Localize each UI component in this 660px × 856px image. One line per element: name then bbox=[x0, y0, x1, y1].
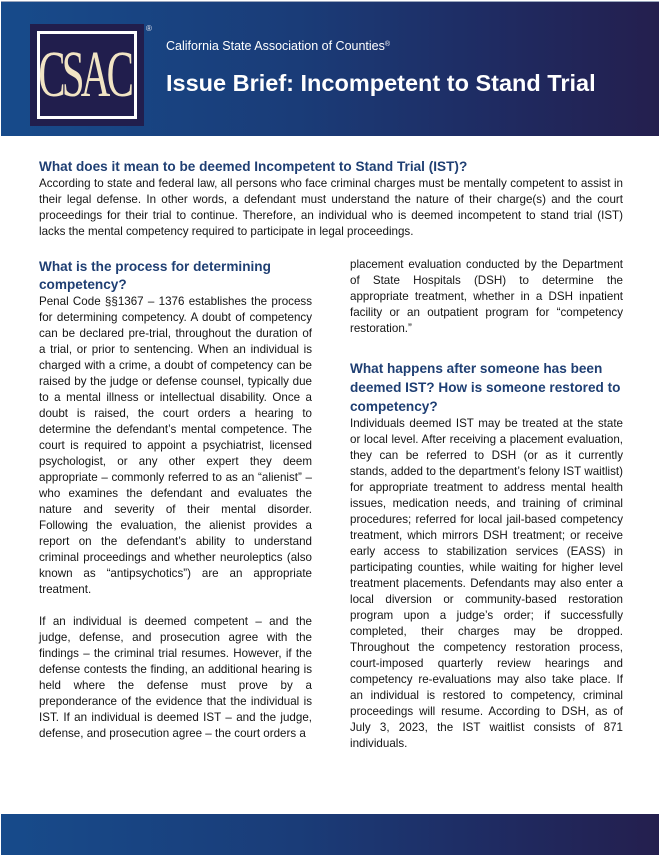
header-banner bbox=[1, 1, 659, 136]
organization-registered-mark: ® bbox=[384, 41, 391, 48]
section-body-continued: placement evaluation conducted by the Department of State Hospitals (DSH) to determine the appropriate treatment, whether in a DSH inpatient facility or an outpatient program for “competency restoration.” bbox=[350, 258, 623, 335]
organization-name bbox=[166, 39, 390, 53]
right-column bbox=[350, 257, 623, 752]
section-heading: What happens after someone has been deemed IST? How is someone restored to competency? bbox=[350, 361, 621, 414]
paragraph-spacer bbox=[39, 598, 312, 614]
section-heading: What does it mean to be deemed Incompetent to Stand Trial (IST)? bbox=[39, 159, 468, 174]
registered-mark-icon: ® bbox=[146, 24, 152, 33]
section-heading: What is the process for determining competency? bbox=[39, 259, 271, 292]
page-title: Issue Brief: Incompetent to Stand Trial bbox=[166, 70, 596, 96]
logo-frame bbox=[37, 31, 137, 119]
section-intro bbox=[39, 158, 623, 240]
left-column bbox=[39, 258, 312, 742]
section-body: If an individual is deemed competent – and the judge, defense, and prosecution agree with the findings – the criminal trial resumes. However, if the defense contests the finding, an additional hearing is held where the defense must prove by a preponderance of the evidence that the individual is IST. If an individual is deemed IST – and the judge, defense, and prosecution agree – the court orders a bbox=[39, 615, 312, 740]
csac-logo bbox=[30, 24, 144, 126]
section-body: Individuals deemed IST may be treated at the state or local level. After receiving a placement evaluation, they can be referred to DSH (or as it currently stands, added to the department’s felony IST waitlist) for appropriate treatment to address mental health issues, medication needs, and training of criminal procedures; referred for local jail-based competency treatment, which mirrors DSH treatment; or receive early access to stabilization services (EASS) in participating counties, while waiting for higher level treatment placements. Defendants may also enter a local diversion or community-based restoration program upon a judge’s order; if successfully completed, their charges may be dropped. Throughout the competency restoration process, court-imposed quarterly review hearings and competency re-evaluations may also take place. If an individual is restored to competency, criminal proceedings will resume. According to DSH, as of July 3, 2023, the IST waitlist consists of 871 individuals. bbox=[350, 417, 623, 750]
logo-text: CSAC bbox=[37, 38, 131, 111]
footer-banner bbox=[1, 814, 659, 855]
organization-name-text: California State Association of Counties bbox=[166, 39, 385, 53]
paragraph-spacer bbox=[350, 337, 623, 359]
section-body: According to state and federal law, all persons who face criminal charges must be mentally competent to assist in their legal defense. In other words, a defendant must understand the nature of their charge(s) and the court proceedings for their trial to continue. Therefore, an individual who is deemed incompetent to stand trial (IST) lacks the mental competency required to participate in legal proceedings. bbox=[39, 177, 623, 238]
section-body: Penal Code §§1367 – 1376 establishes the process for determining competency. A doubt of competency can be declared pre-trial, throughout the duration of a trial, or prior to sentencing. When an individual is charged with a crime, a doubt of competency can be raised by the judge or defense counsel, typically due to a mental illness or intellectual disability. Once a doubt is raised, the court orders a hearing to determine the defendant’s mental competence. The court is required to appoint a psychiatrist, licensed psychologist, or any other expert they deem appropriate – commonly referred to as an “alienist” – who examines the defendant and evaluates the nature and severity of their mental disorder. Following the evaluation, the alienist provides a report on the defendant’s ability to understand criminal proceedings and whether neuroleptics (also known as “antipsychotics”) are an appropriate treatment. bbox=[39, 295, 312, 596]
